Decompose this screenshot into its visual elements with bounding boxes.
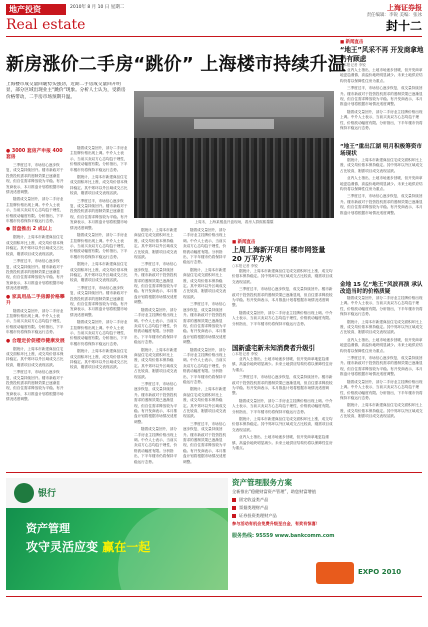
article-column-4	[183, 228, 229, 468]
subhead-1: ● 3000 套房产申报 400 套房	[6, 149, 63, 160]
body-text: 随着成交量回升，部分二手房业主挂牌价格出现上调。中介人士表示，当前买卖双方心态均趋于理性，价格波动幅度有限。分析指出，下半年楼市仍将保持平稳运行态势。	[232, 398, 333, 414]
masthead-brand: 上海证券报	[387, 4, 422, 12]
article-column-2	[70, 146, 130, 466]
ad-item: 固定收益类产品	[232, 496, 422, 504]
article-column-3	[134, 228, 180, 468]
section-badge: 地产投资	[6, 4, 66, 15]
body-text: 据统计，上周本市新建商品住宅成交面积环比上涨，成交均价基本保持稳定。其中郊环以外区域成交占比较高，刚需项目成交表现活跃。	[70, 175, 128, 196]
body-text: 随着成交量回升，部分二手房业主挂牌价格出现上调。中介人士表示，当前买卖双方心态均趋于理性，价格波动幅度有限。分析指出，下半年楼市仍将保持平稳运行态势。	[340, 296, 423, 317]
body-text: 业内人士指出，土地市场逐步回暖，但开发商拿地更趋谨慎，高溢价地块明显减少。未来土地供应结构仍将以保障性住房为重点。	[340, 176, 423, 192]
ad-slogan	[26, 538, 150, 555]
body-text: 业内人士指出，土地市场逐步回暖，但开发商拿地更趋谨慎，高溢价地块明显减少。未来土地供应结构仍将以保障性住房为重点。	[232, 357, 333, 372]
body-text: 三季度过半，市场信心逐步恢复，成交量持续回升。楼市新政对于投资投机需求的遏制效果已逐渐显现，但自住需求释放较为平稳。有开发商表示，本月推盘计划将根据市场情况适度调整。	[6, 163, 64, 195]
body-text: 随着成交量回升，部分二手房业主挂牌价格出现上调。中介人士表示，当前买卖双方心态均趋于理性，价格波动幅度有限。分析指出，下半年楼市仍将保持平稳运行态势。	[340, 109, 423, 131]
body-text: 随着成交量回升，部分二手房业主挂牌价格出现上调。中介人士表示，当前买卖双方心态均趋于理性，价格波动幅度有限。分析指出，下半年楼市仍将保持平稳运行态势。	[183, 228, 227, 265]
bank-brand: 银行	[38, 489, 57, 499]
bullet-icon	[232, 514, 236, 518]
ad-title: 资产管理	[26, 522, 70, 535]
body-text: 随着成交量回升，部分二手房业主挂牌价格出现上调。中介人士表示，当前买卖双方心态均趋于理性，价格波动幅度有限。分析指出，下半年楼市仍将保持平稳运行态势。	[6, 197, 64, 224]
body-text: 三季度过半，市场信心逐步恢复，成交量持续回升。楼市新政对于投资投机需求的遏制效果已逐渐显现，但自住需求释放较为平稳。有开发商表示，本月推盘计划将根据市场情况适度调整。	[183, 302, 227, 345]
ad-top-rule	[6, 472, 422, 473]
subhead-3: ● 家具用品二手房源价格攀升	[6, 294, 65, 306]
ad-promo-line: 参与活动有机会免费升级至白金，有奖有惊喜！	[232, 521, 320, 526]
editor-credit: 责任编辑：李锐 美编：张冰	[366, 13, 422, 18]
body-text: 据统计，上周本市新建商品住宅成交面积环比上涨，成交均价基本保持稳定。其中郊环以外区域成交占比较高，刚需项目成交表现活跃。	[6, 235, 64, 256]
page-number: 封十二	[385, 19, 422, 33]
middle-byline-2: ○本报记者 李锐	[232, 352, 258, 356]
body-text: 随着成交量回升，部分二手房业主挂牌价格出现上调。中介人士表示，当前买卖双方心态均趋于理性，价格波动幅度有限。分析指出，下半年楼市仍将保持平稳运行态势。	[134, 427, 178, 464]
ad-item: 票据类理财产品	[232, 504, 422, 512]
main-headline: 新房涨价二手房“跳价” 上海楼市持续升温	[6, 54, 346, 75]
ad-details-title: 资产管理服务方案	[232, 478, 292, 487]
body-text: 据统计，上周本市新建商品住宅成交面积环比上涨，成交均价基本保持稳定。其中郊环以外区域成交占比较高，刚需项目成交表现活跃。	[340, 319, 423, 335]
right-body-3	[340, 296, 424, 472]
ad-slogan-a: 攻守灵活应变	[26, 540, 99, 554]
body-text: 三季度过半，市场信心逐步恢复，成交量持续回升。楼市新政对于投资投机需求的遏制效果已逐渐显现，但自住需求释放较为平稳。有开发商表示，本月推盘计划将根据市场情况适度调整。	[6, 370, 64, 402]
photo-caption: 上周末，上海某楼盘开盘现场，看房人群熙熙攘攘	[194, 220, 274, 224]
right-headline-1: “地王”风采不再 开发商拿地仍有顾虑	[340, 46, 424, 63]
body-text: 据统计，上周本市新建商品住宅成交面积环比上涨，成交均价基本保持稳定。其中郊环以外区域成交占比较高，刚需项目成交表现活跃。	[70, 349, 128, 370]
lead-paragraph	[6, 82, 130, 138]
subhead-2: ● 首盘推出 2 成以上	[6, 227, 53, 233]
body-text: 据统计，上周本市新建商品住宅成交面积环比上涨，成交均价基本保持稳定。其中郊环以外区域成交占比较高，刚需项目成交表现活跃。	[134, 347, 178, 379]
ad-slogan-b: 赢在一起	[102, 540, 151, 554]
body-text: 三季度过半，市场信心逐步恢复，成交量持续回升。楼市新政对于投资投机需求的遏制效果已逐渐显现，但自住需求释放较为平稳。有开发商表示，本月推盘计划将根据市场情况适度调整。	[340, 194, 423, 215]
body-text: 三季度过半，市场信心逐步恢复，成交量持续回升。楼市新政对于投资投机需求的遏制效果已逐渐显现，但自住需求释放较为平稳。有开发商表示，本月推盘计划将根据市场情况适度调整。	[70, 285, 128, 317]
news-photo	[134, 91, 334, 218]
body-text: 业内人士指出，土地市场逐步回暖，但开发商拿地更趋谨慎，高溢价地块明显减少。未来土地供应结构仍将以保障性住房为重点。	[232, 435, 333, 451]
bank-logo-icon	[14, 483, 34, 503]
body-text: 随着成交量回升，部分二手房业主挂牌价格出现上调。中介人士表示，当前买卖双方心态均趋于理性，价格波动幅度有限。分析指出，下半年楼市仍将保持平稳运行态势。	[70, 146, 128, 172]
body-text: 三季度过半，市场信心逐步恢复，成交量持续回升。楼市新政对于投资投机需求的遏制效果已逐渐显现，但自住需求释放较为平稳。有开发商表示，本月推盘计划将根据市场情况适度调整。	[70, 198, 128, 230]
body-text: 随着成交量回升，部分二手房业主挂牌价格出现上调。中介人士表示，当前买卖双方心态均趋于理性，价格波动幅度有限。分析指出，下半年楼市仍将保持平稳运行态势。	[70, 233, 128, 259]
body-text: 三季度过半，市场信心逐步恢复，成交量持续回升。楼市新政对于投资投机需求的遏制效果已逐渐显现，但自住需求释放较为平稳。有开发商表示，本月推盘计划将根据市场情况适度调整。	[232, 375, 333, 396]
middle-kicker: ■ 新闻直击	[232, 240, 256, 245]
middle-article-2	[232, 344, 336, 469]
expo-logo-icon	[316, 562, 354, 584]
body-text: 三季度过半，市场信心逐步恢复，成交量持续回升。楼市新政对于投资投机需求的遏制效果已逐渐显现，但自住需求释放较为平稳。有开发商表示，本月推盘计划将根据市场情况适度调整。	[134, 262, 178, 305]
body-text: 据统计，上周本市新建商品住宅成交面积环比上涨，成交均价基本保持稳定。其中郊环以外区域成交占比较高，刚需项目成交表现活跃。	[70, 262, 128, 283]
body-text: 据统计，上周本市新建商品住宅成交面积环比上涨，成交均价基本保持稳定。其中郊环以外区域成交占比较高，刚需项目成交表现活跃。	[134, 228, 178, 260]
right-byline: ○本报记者 李锐	[340, 63, 366, 67]
body-text: 三季度过半，市场信心逐步恢复，成交量持续回升。楼市新政对于投资投机需求的遏制效果已逐渐显现，但自住需求释放较为平稳。有开发商表示，本月推盘计划将根据市场情况适度调整。	[340, 86, 423, 107]
body-text: 三季度过半，市场信心逐步恢复，成交量持续回升。楼市新政对于投资投机需求的遏制效果已逐渐显现，但自住需求释放较为平稳。有开发商表示，本月推盘计划将根据市场情况适度调整。	[183, 421, 227, 464]
body-text: 据统计，上周本市新建商品住宅成交面积环比上涨，成交均价基本保持稳定。其中郊环以外区域成交占比较高，刚需项目成交表现活跃。	[232, 269, 333, 284]
middle-headline: 上周上海新开项目 楼市网签量 20 万平方米	[232, 246, 326, 263]
body-text: 据统计，上周本市新建商品住宅成交面积环比上涨，成交均价基本保持稳定。其中郊环以外区域成交占比较高，刚需项目成交表现活跃。	[6, 346, 64, 367]
middle-body-2	[232, 357, 336, 469]
ad-details-line: 全新推出“稳健财富资产管理”，助您财富增值	[232, 489, 316, 494]
body-text: 据统计，上周本市新建商品住宅成交面积环比上涨，成交均价基本保持稳定。其中郊环以外区域成交占比较高，刚需项目成交表现活跃。	[183, 387, 227, 419]
footer-rule	[6, 596, 422, 597]
body-text: 随着成交量回升，部分二手房业主挂牌价格出现上调。中介人士表示，当前买卖双方心态均趋于理性，价格波动幅度有限。分析指出，下半年楼市仍将保持平稳运行态势。	[183, 347, 227, 384]
body-text: 三季度过半，市场信心逐步恢复，成交量持续回升。楼市新政对于投资投机需求的遏制效果已逐渐显现，但自住需求释放较为平稳。有开发商表示，本月推盘计划将根据市场情况适度调整。	[6, 259, 64, 291]
body-text: 据统计，上周本市新建商品住宅成交面积环比上涨，成交均价基本保持稳定。其中郊环以外区域成交占比较高，刚需项目成交表现活跃。	[340, 403, 423, 419]
middle-byline: ○本报记者 李锐	[232, 264, 258, 268]
body-text: 随着成交量回升，部分二手房业主挂牌价格出现上调。中介人士表示，当前买卖双方心态均趋于理性，价格波动幅度有限。分析指出，下半年楼市仍将保持平稳运行态势。	[134, 307, 178, 345]
right-body-2	[340, 158, 424, 236]
lead-text: 上海楼市成交量回暖势头强劲，近期二手房成交量回升明显，部分区域出现业主“跳价”现象。分析人士认为，受新房价格带动，二手房市场预期升温。	[6, 82, 126, 100]
body-text: 据统计，上周本市新建商品住宅成交面积环比上涨，成交均价基本保持稳定。其中郊环以外区域成交占比较高，刚需项目成交表现活跃。	[340, 158, 423, 173]
bullet-icon	[232, 506, 236, 510]
bullet-icon	[232, 498, 236, 502]
body-text: 业内人士指出，土地市场逐步回暖，但开发商拿地更趋谨慎，高溢价地块明显减少。未来土地供应结构仍将以保障性住房为重点。	[340, 68, 423, 83]
issue-date: 2010年 8 月 10 日 星期二	[70, 5, 125, 10]
expo-label: EXPO 2010	[358, 568, 402, 576]
right-body-1	[340, 68, 424, 142]
body-text: 随着成交量回升，部分二手房业主挂牌价格出现上调。中介人士表示，当前买卖双方心态均趋于理性，价格波动幅度有限。分析指出，下半年楼市仍将保持平稳运行态势。	[70, 320, 128, 346]
header-right	[367, 4, 422, 33]
body-text: 随着成交量回升，部分二手房业主挂牌价格出现上调。中介人士表示，当前买卖双方心态均趋于理性，价格波动幅度有限。分析指出，下半年楼市仍将保持平稳运行态势。	[6, 308, 64, 335]
body-text: 三季度过半，市场信心逐步恢复，成交量持续回升。楼市新政对于投资投机需求的遏制效果已逐渐显现，但自住需求释放较为平稳。有开发商表示，本月推盘计划将根据市场情况适度调整。	[134, 381, 178, 424]
section-title-en: Real estate	[6, 17, 86, 33]
body-text: 三季度过半，市场信心逐步恢复，成交量持续回升。楼市新政对于投资投机需求的遏制效果已逐渐显现，但自住需求释放较为平稳。有开发商表示，本月推盘计划将根据市场情况适度调整。	[340, 356, 423, 377]
advertisement-details	[232, 478, 422, 590]
body-text: 业内人士指出，土地市场逐步回暖，但开发商拿地更趋谨慎，高溢价地块明显减少。未来土地供应结构仍将以保障性住房为重点。	[340, 337, 423, 353]
ad-item: 证券投资类理财产品	[232, 512, 422, 520]
body-text: 随着成交量回升，部分二手房业主挂牌价格出现上调。中介人士表示，当前买卖双方心态均趋于理性，价格波动幅度有限。分析指出，下半年楼市仍将保持平稳运行态势。	[232, 310, 333, 326]
header-rule	[6, 36, 422, 37]
right-kicker: ■ 新闻直击	[340, 40, 364, 45]
advertisement-banner[interactable]	[6, 478, 228, 590]
right-column	[340, 40, 424, 280]
middle-article	[232, 240, 336, 341]
body-text: 三季度过半，市场信心逐步恢复，成交量持续回升。楼市新政对于投资投机需求的遏制效果已逐渐显现，但自住需求释放较为平稳。有开发商表示，本月推盘计划将根据市场情况适度调整。	[232, 287, 333, 308]
page-header	[6, 4, 422, 34]
middle-headline-2: 国新盛宅新未知消费者升级引	[232, 344, 316, 352]
middle-body	[232, 269, 336, 341]
right-column-lower	[340, 282, 424, 472]
right-headline-3: 金地 15 亿“地王”风波再演 承认改造当时的价格质疑	[340, 282, 423, 295]
body-text: 随着成交量回升，部分二手房业主挂牌价格出现上调。中介人士表示，当前买卖双方心态均趋于理性，价格波动幅度有限。分析指出，下半年楼市仍将保持平稳运行态势。	[340, 379, 423, 400]
body-text: 据统计，上周本市新建商品住宅成交面积环比上涨，成交均价基本保持稳定。其中郊环以外区域成交占比较高，刚需项目成交表现活跃。	[232, 417, 333, 432]
right-headline-2: “地王”重出江湖 明月积极筹资市场现状	[340, 144, 423, 157]
body-text: 据统计，上周本市新建商品住宅成交面积环比上涨，成交均价基本保持稳定。其中郊环以外区域成交占比较高，刚需项目成交表现活跃。	[183, 267, 227, 299]
subhead-4: ● 合理定价促楼市健康发展	[6, 338, 65, 344]
article-column-1	[6, 146, 66, 466]
ad-hotline[interactable]: 服务热线: 95559 www.bankcomm.com	[232, 533, 335, 539]
